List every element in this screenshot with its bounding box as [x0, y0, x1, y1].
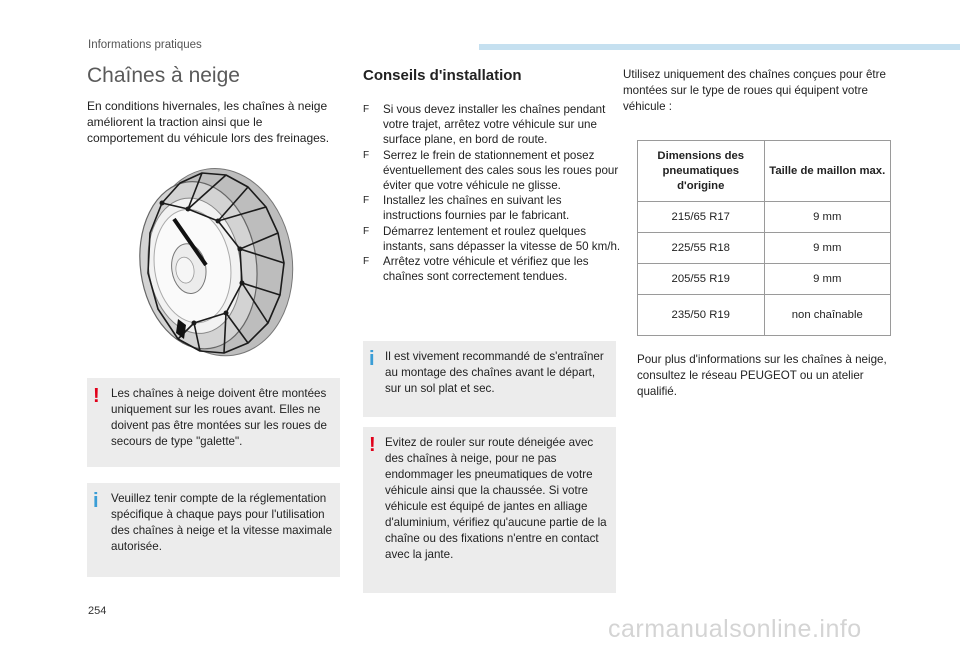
warning-icon: !: [93, 385, 100, 407]
table-cell: 9 mm: [764, 233, 891, 264]
info-box-practice: [363, 341, 616, 417]
info-text: Veuillez tenir compte de la réglementation spécifique à chaque pays pour l'utilisation des chaînes à neige et la vitesse maximale autorisée.: [111, 492, 333, 553]
warning-text: Evitez de rouler sur route déneigée avec des chaînes à neige, pour ne pas endommager les pneumatiques de votre véhicule ainsi que la chaussée. Si votre véhicule est équipé de jantes en alliage d'aluminium, vérifiez qu'aucune partie de la chaîne ou des fixations n'entre en contact avec la jante.: [385, 436, 607, 561]
more-info-paragraph: Pour plus d'informations sur les chaînes à neige, consultez le réseau PEUGEOT ou un atelier qualifié.: [637, 353, 887, 398]
table-cell: 225/55 R18: [638, 233, 765, 264]
tire-with-snow-chain-illustration: [128, 163, 300, 359]
bullet-icon: F: [363, 149, 370, 161]
table-cell: non chaînable: [764, 295, 891, 336]
table-cell: 9 mm: [764, 202, 891, 233]
bullet-icon: F: [363, 195, 370, 207]
intro-paragraph: En conditions hivernales, les chaînes à neige améliorent la traction ainsi que le comportement du véhicule lors des freinages.: [87, 99, 330, 145]
tire-snow-chain-image: [128, 163, 300, 364]
table-row: [638, 295, 891, 336]
header-bar: [479, 44, 960, 50]
table-row: [638, 264, 891, 295]
watermark: carmanualsonline.info: [608, 615, 862, 643]
installation-title: Conseils d'installation: [363, 67, 522, 84]
step-text: Arrêtez votre véhicule et vérifiez que les chaînes sont correctement tendues.: [383, 255, 589, 284]
info-box-regulations: [87, 483, 340, 577]
step-text: Si vous devez installer les chaînes pendant votre trajet, arrêtez votre véhicule sur une surface plane, en bord de route.: [383, 103, 606, 147]
warning-icon: !: [369, 434, 376, 456]
warning-box-front-wheels: [87, 378, 340, 467]
table-row: [638, 233, 891, 264]
step-text: Démarrez lentement et roulez quelques instants, sans dépasser la vitesse de 50 km/h.: [383, 224, 621, 253]
column-header: Taille de maillon max.: [764, 141, 891, 202]
list-item: [363, 148, 623, 194]
page-title: Chaînes à neige: [87, 64, 240, 87]
section-label: Informations pratiques: [88, 39, 202, 51]
step-text: Serrez le frein de stationnement et posez éventuellement des cales sous les roues pour éviter que votre véhicule ne glisse.: [383, 148, 619, 193]
table-cell: 205/55 R19: [638, 264, 765, 295]
warning-box-cleared-roads: [363, 427, 616, 593]
list-item: [363, 102, 623, 148]
installation-steps: [363, 102, 623, 284]
list-item: [363, 193, 623, 223]
bullet-icon: F: [363, 225, 370, 237]
info-icon: i: [369, 348, 375, 370]
usage-paragraph: Utilisez uniquement des chaînes conçues pour être montées sur le type de roues qui équipent votre véhicule :: [623, 68, 886, 113]
page-number: 254: [88, 605, 107, 617]
list-item: [363, 224, 623, 254]
list-item: [363, 254, 623, 284]
table-cell: 9 mm: [764, 264, 891, 295]
info-icon: i: [93, 490, 99, 512]
bullet-icon: F: [363, 256, 370, 268]
column-header: Dimensions des pneumatiques d'origine: [638, 141, 765, 202]
tire-dimensions-table: [637, 140, 891, 336]
warning-text: Les chaînes à neige doivent être montées uniquement sur les roues avant. Elles ne doivent pas être montées sur les roues de secours de type "galette".: [111, 387, 327, 448]
table-row: [638, 202, 891, 233]
info-text: Il est vivement recommandé de s'entraîner au montage des chaînes avant le départ, sur un sol plat et sec.: [385, 350, 604, 395]
step-text: Installez les chaînes en suivant les instructions fournies par le fabricant.: [383, 194, 570, 223]
bullet-icon: F: [363, 104, 370, 115]
table-cell: 215/65 R17: [638, 202, 765, 233]
table-cell: 235/50 R19: [638, 295, 765, 336]
table-header-row: [638, 141, 891, 202]
